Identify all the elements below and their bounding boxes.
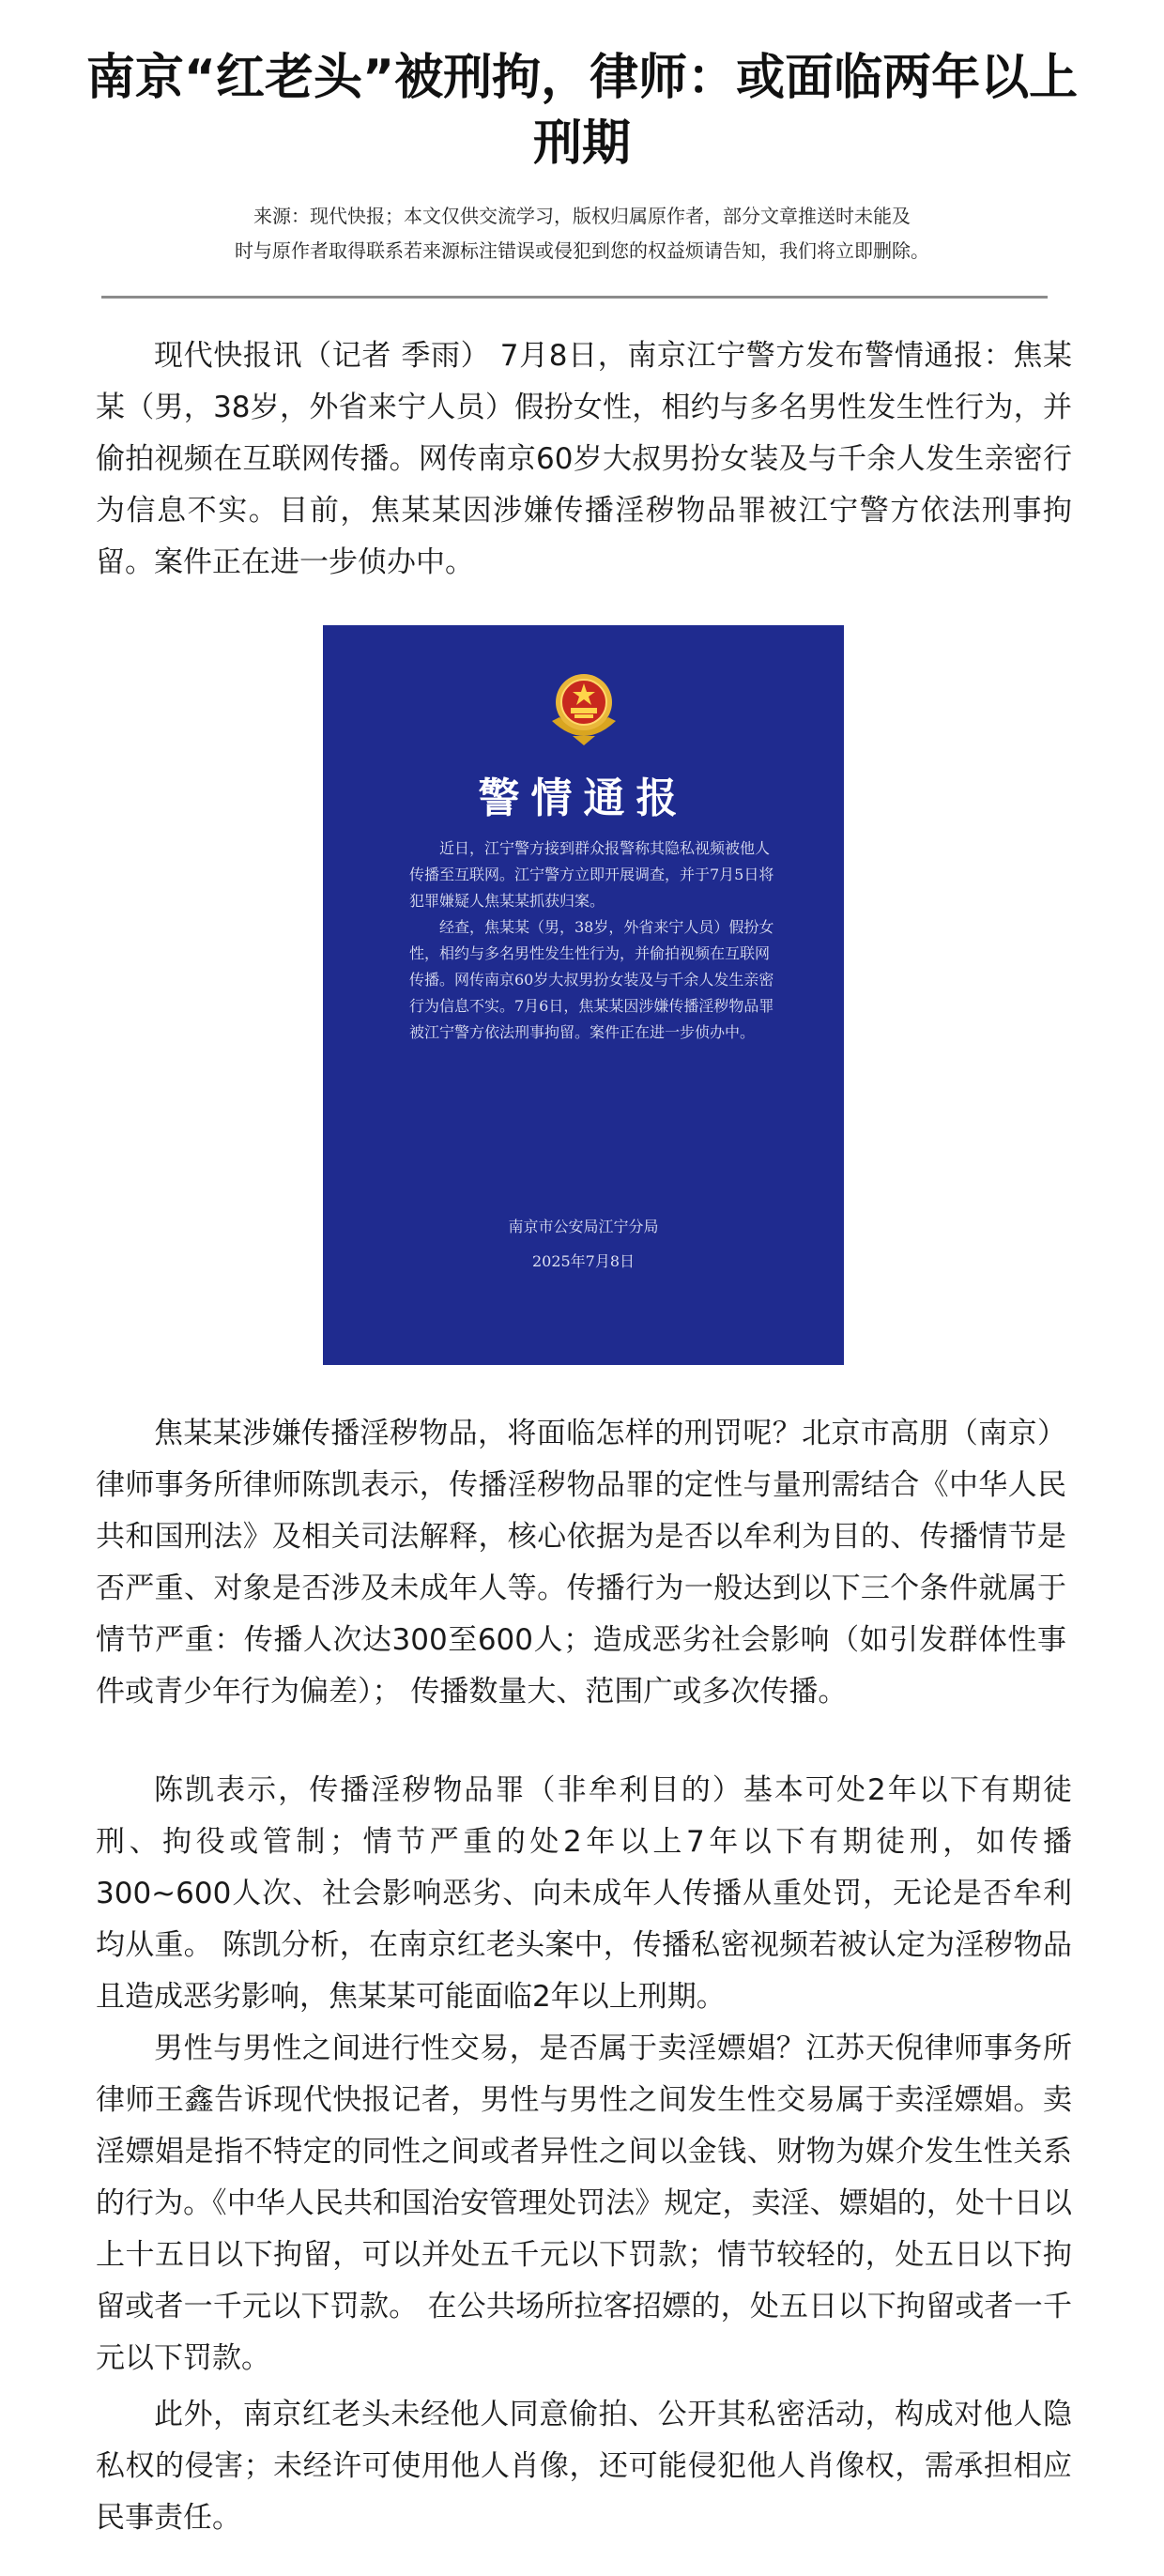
source-note-line: 来源：现代快报；本文仅供交流学习，版权归属原作者，部分文章推送时未能及 <box>253 205 911 227</box>
notice-date: 2025年7月8日 <box>531 1252 636 1270</box>
article-paragraph: 此外，南京红老头未经他人同意偷拍、公开其私密活动，构成对他人隐私权的侵害；未经许可使用他人肖像，还可能侵犯他人肖像权，需承担相应民事责任。 <box>96 2398 1072 2535</box>
notice-title: 警情通报 <box>478 774 689 822</box>
notice-issuer: 南京市公安局江宁分局 <box>508 1218 659 1235</box>
source-note <box>75 199 1089 268</box>
notice-body <box>409 836 777 1046</box>
notice-body-paragraph: 经查，焦某某（男，38岁，外省来宁人员）假扮女性，相约与多名男性发生性行为，并偷拍视频在互联网传播。网传南京60岁大叔男扮女装及与千余人发生亲密行为信息不实。7月6日，焦某某因涉嫌传播淫秽物品罪被江宁警方依法刑事拘留。案件正在进一步侦办中。 <box>409 918 774 1041</box>
divider <box>101 296 1048 299</box>
article-paragraph: 陈凯表示，传播淫秽物品罪（非牟利目的）基本可处2年以下有期徒刑、拘役或管制；情节严重的处2年以上7年以下有期徒刑，如传播300~600人次、社会影响恶劣、向未成年人传播从重处罚，无论是否牟利均从重。 陈凯分析，在南京红老头案中，传播私密视频若被认定为淫秽物品且造成恶劣影响，焦某某可能面临2年以上刑期。 <box>96 1773 1072 2014</box>
source-note-line: 时与原作者取得联系若来源标注错误或侵犯到您的权益烦请告知，我们将立即删除。 <box>235 239 929 262</box>
article-title: 南京“红老头”被刑拘，律师：或面临两年以上刑期 <box>85 50 1079 172</box>
police-emblem-icon <box>546 665 621 751</box>
article-paragraph: 男性与男性之间进行性交易，是否属于卖淫嫖娼？江苏天倪律师事务所律师王鑫告诉现代快报记者，男性与男性之间发生性交易属于卖淫嫖娼。卖淫嫖娼是指不特定的同性之间或者异性之间以金钱、财物为媒介发生性关系的行为。《中华人民共和国治安管理处罚法》规定，卖淫、嫖娼的，处十日以上十五日以下拘留，可以并处五千元以下罚款；情节较轻的，处五日以下拘留或者一千元以下罚款。 在公共场所拉客招嫖的，处五日以下拘留或者一千元以下罚款。 <box>96 2032 1072 2375</box>
notice-body-paragraph: 近日，江宁警方接到群众报警称其隐私视频被他人传播至互联网。江宁警方立即开展调查，并于7月5日将犯罪嫌疑人焦某某抓获归案。 <box>409 839 774 910</box>
article-paragraph: 现代快报讯（记者 季雨） 7月8日，南京江宁警方发布警情通报：焦某某（男，38岁，外省来宁人员）假扮女性，相约与多名男性发生性行为，并偷拍视频在互联网传播。网传南京60岁大叔男扮女装及与千余人发生亲密行为信息不实。目前，焦某某因涉嫌传播淫秽物品罪被江宁警方依法刑事拘留。案件正在进一步侦办中。 <box>96 339 1072 579</box>
police-notice-image <box>323 625 844 1365</box>
article-paragraph: 焦某某涉嫌传播淫秽物品，将面临怎样的刑罚呢？北京市高朋（南京）律师事务所律师陈凯表示，传播淫秽物品罪的定性与量刑需结合《中华人民共和国刑法》及相关司法解释，核心依据为是否以牟利为目的、传播情节是否严重、对象是否涉及未成年人等。传播行为一般达到以下三个条件就属于情节严重：传播人次达300至600人；造成恶劣社会影响（如引发群体性事件或青少年行为偏差）； 传播数量大、范围广或多次传播。 <box>96 1417 1066 1709</box>
